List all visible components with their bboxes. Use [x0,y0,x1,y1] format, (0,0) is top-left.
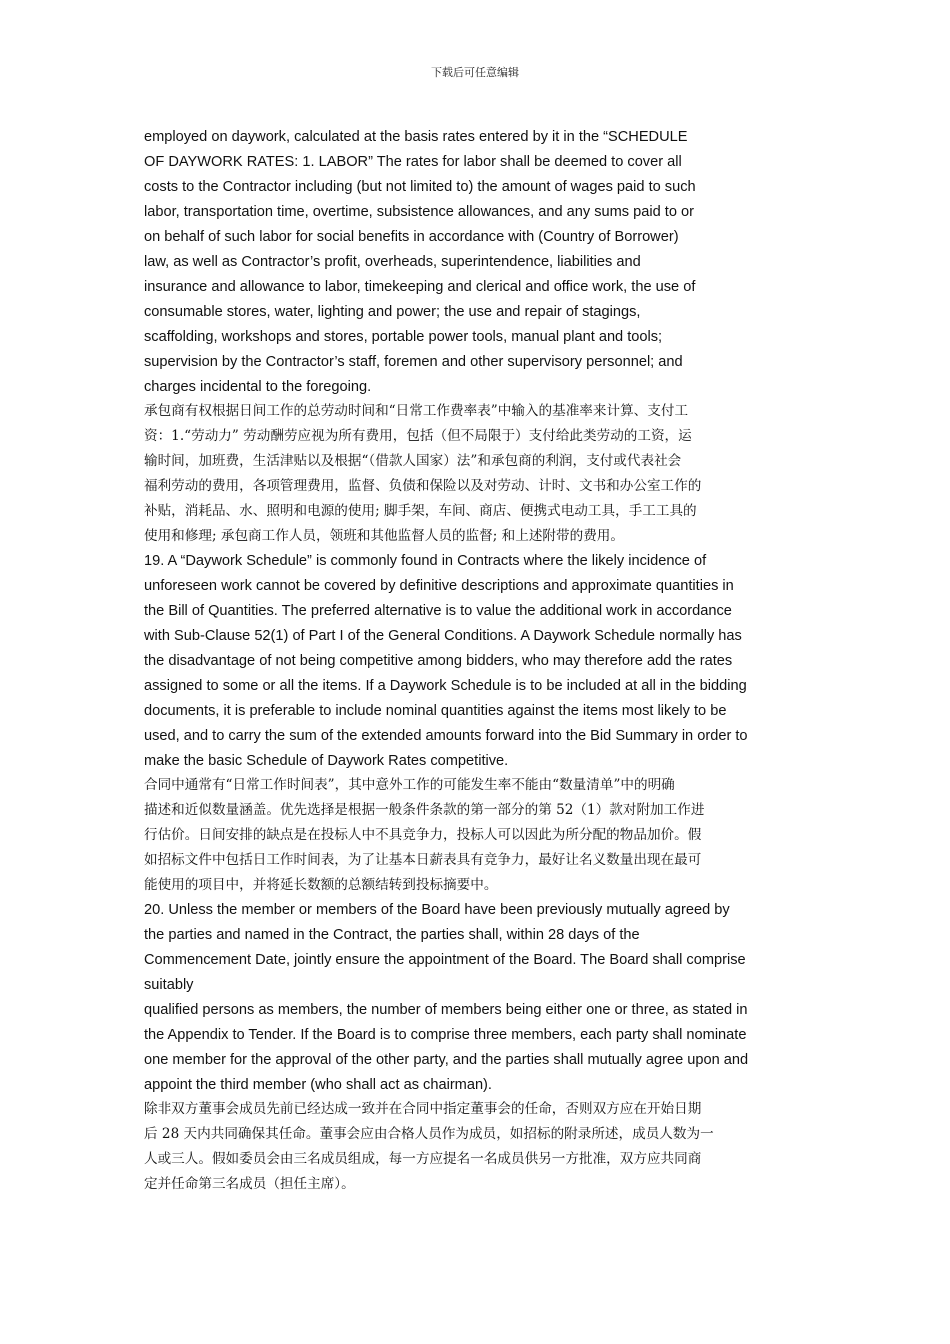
text-line: charges incidental to the foregoing. [144,379,372,395]
text-line: used, and to carry the sum of the extended amounts forward into the Bid Summary in order to [144,728,748,744]
text-line: assigned to some or all the items. If a Daywork Schedule is to be included at all in the bidding [144,678,747,694]
text-line: law, as well as Contractor’s profit, overheads, superintendence, liabilities and [144,254,641,270]
text-line: documents, it is preferable to include nominal quantities against the items most likely to be [144,703,727,719]
text-line: 人或三人。假如委员会由三名成员组成，每一方应提名一名成员供另一方批准，双方应共同商 [144,1151,702,1167]
text-line: qualified persons as members, the number of members being either one or three, as stated in [144,1002,748,1018]
text-line: on behalf of such labor for social benefits in accordance with (Country of Borrower) [144,229,679,245]
text-line: the disadvantage of not being competitive among bidders, who may therefore add the rates [144,653,733,669]
text-line: 除非双方董事会成员先前已经达成一致并在合同中指定董事会的任命，否则双方应在开始日期 [144,1101,702,1117]
text-line: scaffolding, workshops and stores, portable power tools, manual plant and tools; [144,329,663,345]
text-line: the parties and named in the Contract, the parties shall, within 28 days of the [144,927,640,943]
text-line: 定并任命第三名成员（担任主席）。 [144,1176,355,1192]
text-line: 如招标文件中包括日工作时间表，为了让基本日薪表具有竞争力，最好让名义数量出现在最可 [144,852,702,868]
text-line: 行估价。日间安排的缺点是在投标人中不具竞争力，投标人可以因此为所分配的物品加价。假 [144,827,702,843]
text-line: one member for the approval of the other party, and the parties shall mutually agree upon and [144,1052,749,1068]
text-line: 描述和近似数量涵盖。优先选择是根据一般条件条款的第一部分的第 52（1）款对附加工作进 [144,802,705,818]
page-header: 下载后可任意编辑 [431,66,519,79]
text-line: 合同中通常有“日常工作时间表”，其中意外工作的可能发生率不能由“数量清单”中的明确 [144,777,675,793]
text-line: 19. A “Daywork Schedule” is commonly found in Contracts where the likely incidence of [144,553,707,569]
text-line: 后 28 天内共同确保其任命。董事会应由合格人员作为成员，如招标的附录所述，成员人数为一 [144,1126,714,1142]
text-line: consumable stores, water, lighting and power; the use and repair of stagings, [144,304,641,320]
text-line: unforeseen work cannot be covered by definitive descriptions and approximate quantities in [144,578,734,594]
text-line: supervision by the Contractor’s staff, foremen and other supervisory personnel; and [144,354,683,370]
text-line: the Appendix to Tender. If the Board is to comprise three members, each party shall nominate [144,1027,747,1043]
text-line: Commencement Date, jointly ensure the appointment of the Board. The Board shall comprise [144,952,746,968]
text-line: 福利劳动的费用，各项管理费用，监督、负债和保险以及对劳动、计时、文书和办公室工作的 [144,478,702,494]
text-line: make the basic Schedule of Daywork Rates competitive. [144,753,509,769]
text-line: 资：1.“劳动力” 劳动酬劳应视为所有费用，包括（但不局限于）支付给此类劳动的工资，运 [144,428,692,444]
text-line: with Sub-Clause 52(1) of Part I of the General Conditions. A Daywork Schedule normally has [144,628,742,644]
text-line: the Bill of Quantities. The preferred alternative is to value the additional work in accordance [144,603,732,619]
text-line: suitably [144,977,194,993]
text-line: 承包商有权根据日间工作的总劳动时间和“日常工作费率表”中输入的基准率来计算、支付工 [144,403,689,419]
text-line: costs to the Contractor including (but not limited to) the amount of wages paid to such [144,179,696,195]
text-line: 补贴，消耗品、水、照明和电源的使用; 脚手架，车间、商店、便携式电动工具，手工工具的 [144,503,697,519]
text-line: appoint the third member (who shall act as chairman). [144,1077,492,1093]
text-line: employed on daywork, calculated at the basis rates entered by it in the “SCHEDULE [144,129,688,145]
text-line: OF DAYWORK RATES: 1. LABOR” The rates for labor shall be deemed to cover all [144,154,682,170]
text-line: 20. Unless the member or members of the Board have been previously mutually agreed by [144,902,730,918]
text-line: 能使用的项目中，并将延长数额的总额结转到投标摘要中。 [144,877,498,893]
text-line: 使用和修理; 承包商工作人员，领班和其他监督人员的监督; 和上述附带的费用。 [144,528,624,544]
text-line: 输时间，加班费，生活津贴以及根据“（借款人国家）法”和承包商的利润，支付或代表社会 [144,453,682,469]
text-line: labor, transportation time, overtime, subsistence allowances, and any sums paid to or [144,204,694,220]
text-line: insurance and allowance to labor, timekeeping and clerical and office work, the use of [144,279,696,295]
